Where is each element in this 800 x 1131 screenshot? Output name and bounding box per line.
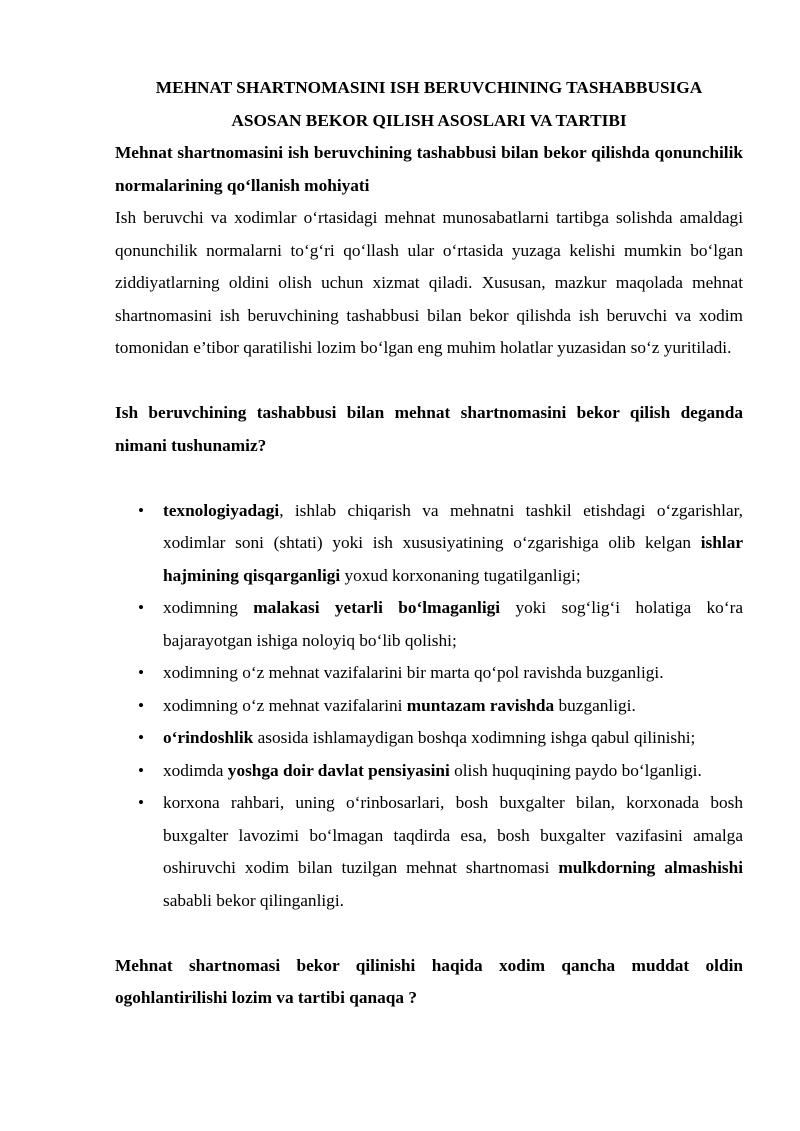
- bold-term: texnologiyadagi: [163, 500, 280, 520]
- bold-term: mulkdorning almashishi: [558, 858, 744, 877]
- list-item: • texnologiyadagi, ishlab chiqarish va mehnatni tashkil etishdagi o‘zgarishlar, xodimlar soni (shtati) yoki ish xususiyatining o‘zgarishiga olib kelgan ishlar hajmining qisqarganligi yoxud korxonaning tugatilganligi;: [163, 495, 743, 593]
- bold-term: malakasi yetarli bo‘lmaganligi: [253, 598, 501, 617]
- list-item: • korxona rahbari, uning o‘rinbosarlari, bosh buxgalter bilan, korxonada bosh buxgalter lavozimi bo‘lmagan taqdirda esa, bosh buxgalter vazifasini amalga oshiruvchi xodim bilan tuzilgan mehnat shartnomasi mulkdorning almashishi sababli bekor qilinganligi.: [163, 787, 743, 917]
- list-item: • xodimning o‘z mehnat vazifalarini bir marta qo‘pol ravishda buzganligi.: [163, 657, 743, 690]
- section2-heading: Ish beruvchining tashabbusi bilan mehnat shartnomasini bekor qilish deganda nimani tushunamiz?: [115, 403, 743, 455]
- bold-term: ishlar hajmining qisqarganligi: [163, 533, 743, 585]
- bold-term: o‘rindoshlik: [163, 728, 254, 747]
- bold-term: muntazam ravishda: [406, 695, 555, 715]
- document-page: [115, 72, 743, 1015]
- title-line-1: MEHNAT SHARTNOMASINI ISH BERUVCHINING TASHABBUSIGA: [155, 78, 703, 97]
- spacer: [115, 462, 743, 495]
- title-line-2: ASOSAN BEKOR QILISH ASOSLARI VA TARTIBI: [231, 110, 627, 130]
- list-item: • o‘rindoshlik asosida ishlamaydigan boshqa xodimning ishga qabul qilinishi;: [163, 722, 743, 755]
- section3-heading: Mehnat shartnomasi bekor qilinishi haqida xodim qancha muddat oldin ogohlantirilishi lozim va tartibi qanaqa ?: [115, 955, 743, 1007]
- list-item: • xodimning o‘z mehnat vazifalarini muntazam ravishda buzganligi.: [163, 690, 743, 723]
- grounds-list: [115, 495, 743, 918]
- bold-term: yoshga doir davlat pensiyasini: [227, 760, 450, 780]
- spacer: [115, 917, 743, 950]
- document-title: [115, 72, 743, 137]
- spacer: [115, 365, 743, 398]
- list-item: • xodimning malakasi yetarli bo‘lmaganligi yoki sog‘lig‘i holatiga ko‘ra bajarayotgan ishiga noloyiq bo‘lib qolishi;: [163, 592, 743, 657]
- list-item: • xodimda yoshga doir davlat pensiyasini olish huquqining paydo bo‘lganligi.: [163, 755, 743, 788]
- section1-paragraph: Ish beruvchi va xodimlar o‘rtasidagi mehnat munosabatlarni tartibga solishda amaldagi qonunchilik normalarni to‘g‘ri qo‘llash ular o‘rtasida yuzaga kelishi mumkin bo‘lgan ziddiyatlarning oldini olish uchun xizmat qiladi. Xususan, mazkur maqolada mehnat shartnomasini ish beruvchining tashabbusi bilan bekor qilishda ish beruvchi va xodim tomonidan e’tibor qaratilishi lozim bo‘lgan eng muhim holatlar yuzasidan so‘z yuritiladi.: [115, 208, 743, 357]
- section1-heading: Mehnat shartnomasini ish beruvchining tashabbusi bilan bekor qilishda qonunchilik normalarining qo‘llanish mohiyati: [115, 143, 743, 195]
